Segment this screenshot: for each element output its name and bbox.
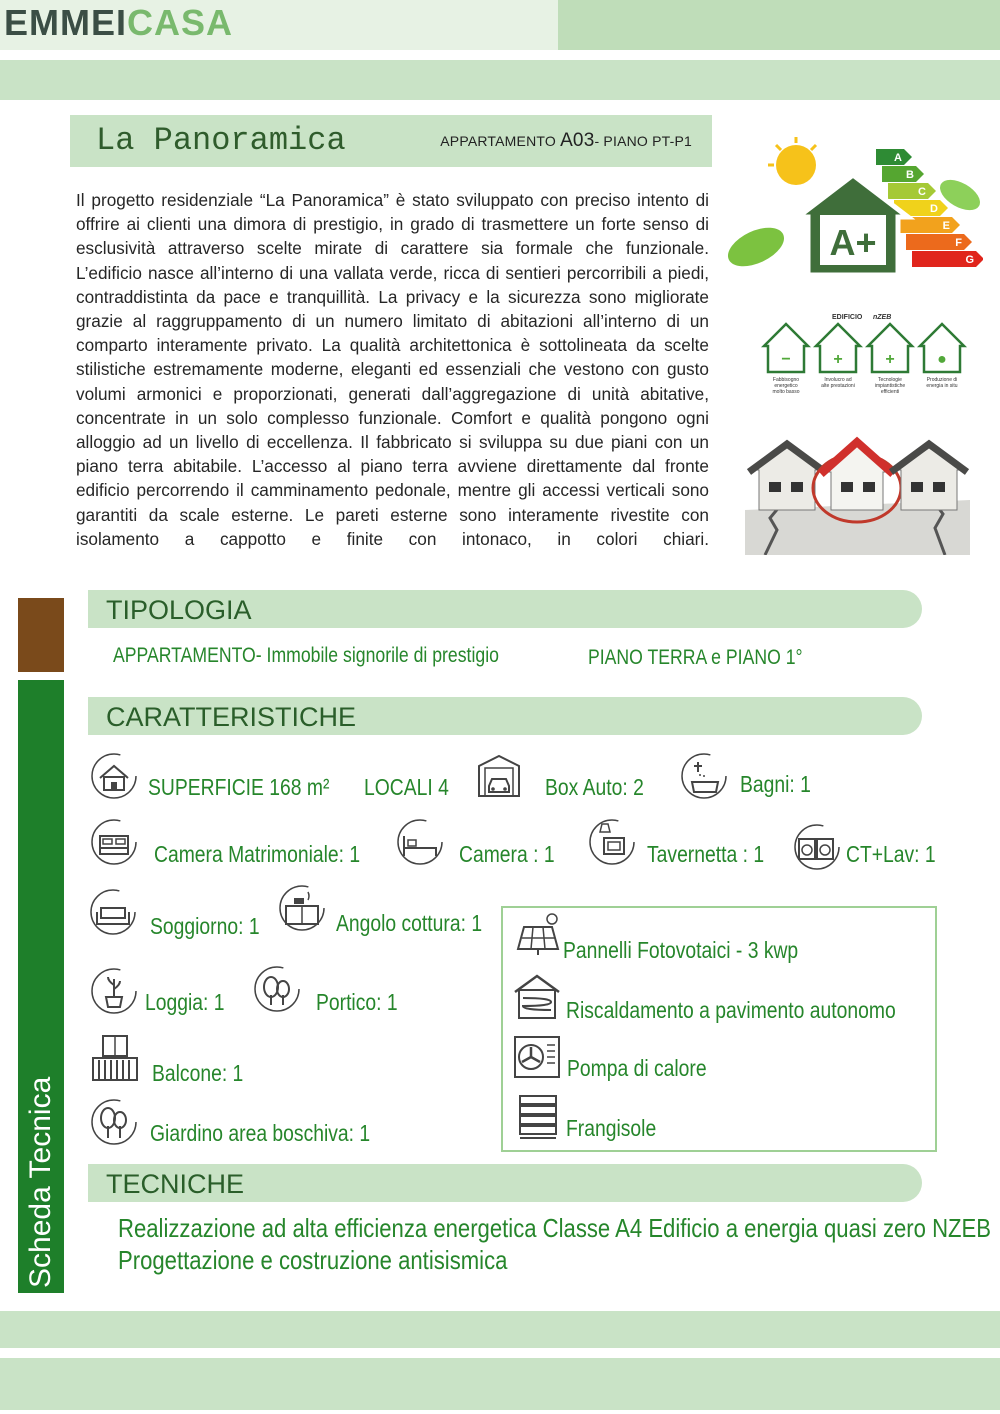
cracked-house-icon [891,444,967,510]
feature-loggia: Loggia: 1 [145,989,225,1015]
feature-camera-matrimoniale: Camera Matrimoniale: 1 [154,841,361,867]
solar-panel-icon [514,909,562,957]
energy-class-bar [906,234,972,250]
energy-class-label: D [930,203,938,215]
nzeb-label: energetico [774,383,798,389]
nzeb-symbol: + [885,351,895,368]
feature-box-auto: Box Auto: 2 [545,774,644,800]
energy-class-bar [882,166,924,182]
nzeb-label: impiantistiche [874,383,906,389]
brand-logo-part2: CASA [127,2,234,43]
sun-icon [776,145,816,185]
feature-giardino: Giardino area boschiva: 1 [150,1120,371,1146]
feature-angolo-cottura: Angolo cottura: 1 [336,910,483,936]
energy-class-label: E [942,220,950,232]
safe-house-icon [821,442,893,510]
nzeb-label: Tecnologie [878,377,902,383]
tecniche-line1: Realizzazione ad alta efficienza energetica Classe A4 Edificio a energia quasi zero NZEB [118,1213,992,1243]
nzeb-label: Involucro ad [824,377,852,383]
heat-pump-icon [513,1033,561,1081]
side-accent-brown [18,598,64,672]
feature-soggiorno: Soggiorno: 1 [150,913,260,939]
impianto-riscaldamento: Riscaldamento a pavimento autonomo [566,997,896,1023]
impianto-fotovoltaico: Pannelli Fotovotaici - 3 kwp [563,937,799,963]
plant-icon [90,967,138,1015]
nzeb-symbol: ● [937,351,947,368]
forest-icon [90,1098,138,1146]
page-title: La Panoramica [96,122,346,159]
nzeb-label: Fabbisogno [772,377,800,383]
energy-class-label: B [906,169,914,181]
earthquake-graphic [745,430,970,555]
brand-logo-part1: EMMEI [4,2,128,43]
nzeb-title-em: nZEB [873,314,892,321]
subtitle-code: A03 [560,130,595,151]
section-title-tipologia: TIPOLOGIA [106,595,252,625]
sofa-icon [89,888,137,936]
energy-class-graphic [728,135,983,285]
nzeb-graphic [760,310,970,405]
energy-rating: A+ [829,222,877,263]
trees-icon [253,965,301,1013]
feature-bagni: Bagni: 1 [740,771,811,797]
nzeb-label: efficienti [880,389,900,395]
header-accent-band [558,0,1000,50]
washing-machine-icon [793,823,841,871]
feature-ct-lav: CT+Lav: 1 [846,841,936,867]
feature-locali: LOCALI 4 [364,774,449,800]
side-label: Scheda Tecnica [24,1076,57,1288]
section-title-tecniche: TECNICHE [106,1169,245,1199]
nzeb-symbol: + [833,351,843,368]
floor-heating-icon [513,972,561,1020]
subtitle-floor: - PIANO PT-P1 [594,133,692,149]
section-title-caratteristiche: CARATTERISTICHE [106,702,357,732]
nzeb-label: energia in situ [926,383,958,389]
footer-band-top [0,1311,1000,1348]
feature-superficie: SUPERFICIE 168 m² [148,774,330,800]
section-header-caratteristiche [88,697,922,735]
section-header-tipologia [88,590,922,628]
nzeb-label: alte prestazioni [821,383,855,389]
tecniche-line2: Progettazione e costruzione antisismica [118,1245,508,1275]
unit-subtitle [440,131,692,151]
footer-band-bottom [0,1358,1000,1410]
tipologia-line1: APPARTAMENTO- Immobile signorile di prestigio [113,644,499,667]
energy-class-bar [888,183,936,199]
leaf-icon [728,220,790,274]
nzeb-symbol: − [781,351,791,368]
feature-tavernetta: Tavernetta : 1 [647,841,765,867]
intro-paragraph: Il progetto residenziale “La Panoramica” è stato sviluppato con preciso intento di offrire ai clienti una dimora di prestigio, in grado di trasmettere un forte senso di esclusività attraverso scelte mirate di carattere sia formale che funzionale. L’edificio nasce all’interno di una vallata verde, ricca di sentieri percorribili a piedi, contraddistinta da pace e tranquillità. La privacy e la sicurezza sono migliorate grazie al raggruppamento di un numero limitato di abitazioni all’interno di un comparto interamente privato. La qualità architettonica è sottolineata da scelte stilistiche estremamente moderne, eleganti ed essenziali che vestono con gusto volumi armonici e proporzionati, generati dall’aggregazione di unità abitative, concentrate in un solo complesso funzionale. Comfort e qualità pongono ogni alloggio ad un livello di eccellenza. Il fabbricato si sviluppa su due piani con un piano terra abitabile. L’accesso al piano terra avviene direttamente dal fronte edificio percorrendo il camminamento pedonale, mentre gli accessi verticali sono garantiti da scale esterne. Le pareti esterne sono interamente rivestite con isolamento a cappotto e finite con intonaco, in colori chiari. [76,190,709,549]
armchair-icon [588,818,636,866]
impianto-frangisole: Frangisole [566,1115,657,1141]
house-icon [90,752,138,800]
sunscreen-icon [514,1094,562,1142]
brand-logo [4,2,233,44]
title-bar [70,115,712,167]
nzeb-label: Produzione di [926,377,958,383]
energy-class-label: F [955,237,962,249]
single-bed-icon [396,818,444,866]
kitchen-icon [278,884,326,932]
energy-class-label: C [918,186,926,198]
tipologia-line2: PIANO TERRA e PIANO 1° [588,646,803,669]
energy-class-label: G [965,254,974,266]
bathroom-icon [680,752,728,800]
subtitle-type: APPARTAMENTO [440,133,561,149]
section-header-tecniche [88,1164,922,1202]
nzeb-title: EDIFICIO [832,314,863,321]
header-band [0,60,1000,100]
double-bed-icon [90,818,138,866]
feature-portico: Portico: 1 [316,989,398,1015]
balcony-icon [91,1034,139,1082]
feature-camera: Camera : 1 [459,841,555,867]
feature-balcone: Balcone: 1 [152,1060,244,1086]
impianto-pompa: Pompa di calore [567,1055,707,1081]
energy-class-label: A [894,152,902,164]
nzeb-label: molto basso [772,389,800,395]
garage-icon [475,752,523,800]
